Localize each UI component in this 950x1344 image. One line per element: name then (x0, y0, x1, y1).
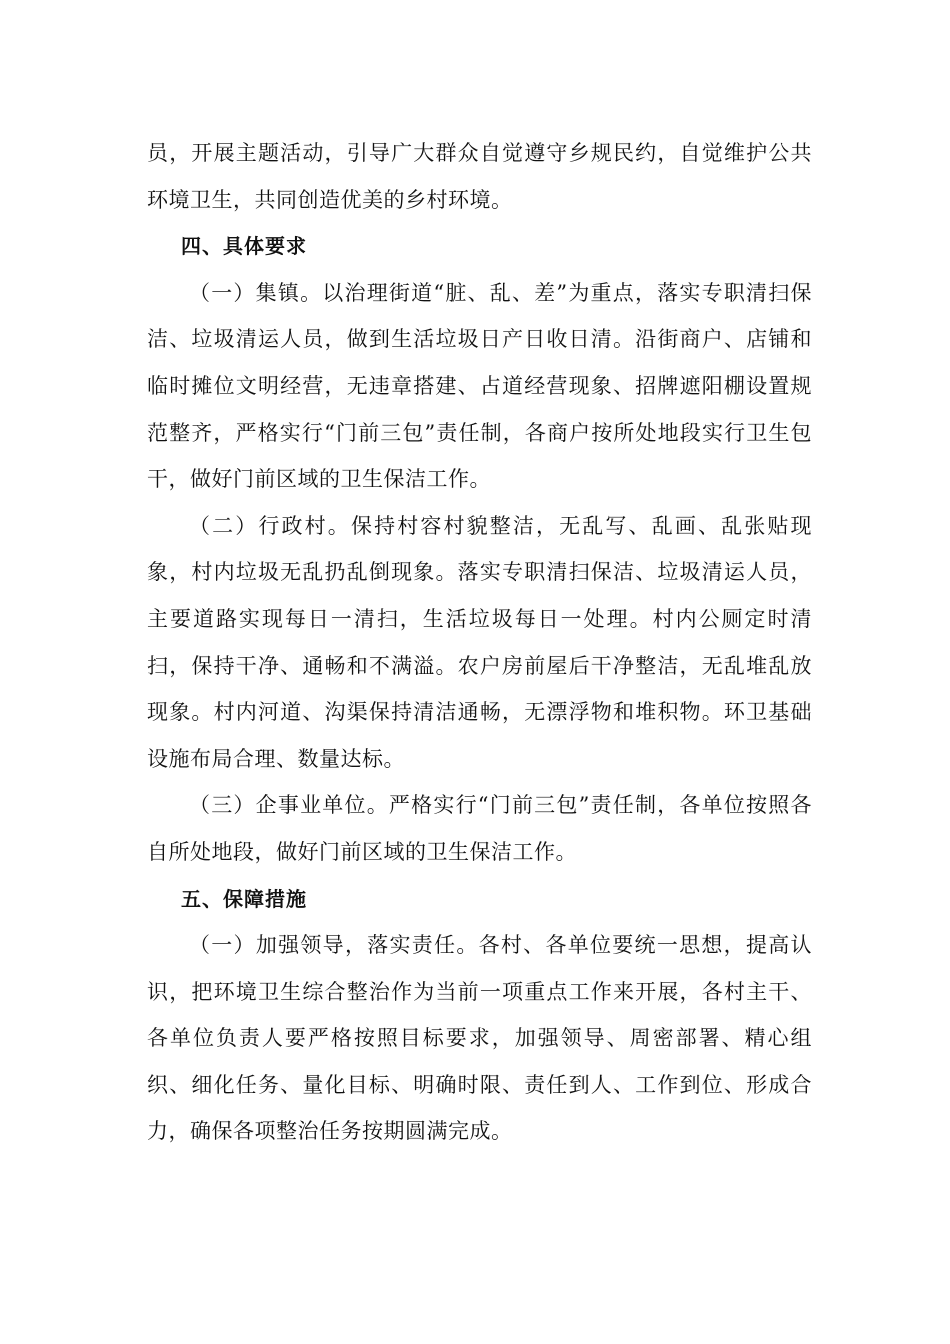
section-heading-safeguards: 五、保障措施 (181, 886, 307, 911)
paragraph-leadership: （一）加强领导，落实责任。各村、各单位要统一思想，提高认识，把环境卫生综合整治作为当前一项重点工作来开展，各村主干、各单位负责人要严格按照目标要求，加强领导、周密部署、精心组织、细化任务、量化目标、明确时限、责任到人、工作到位、形成合力，确保各项整治任务按期圆满完成。 (147, 933, 812, 1144)
paragraph-administrative-village: （二）行政村。保持村容村貌整洁，无乱写、乱画、乱张贴现象，村内垃圾无乱扔乱倒现象。落实专职清扫保洁、垃圾清运人员，主要道路实现每日一清扫，生活垃圾每日一处理。村内公厕定时清扫，保持干净、通畅和不满溢。农户房前屋后干净整洁，无乱堆乱放现象。村内河道、沟渠保持清洁通畅，无漂浮物和堆积物。环卫基础设施布局合理、数量达标。 (147, 513, 812, 771)
section-heading-requirements: 四、具体要求 (181, 234, 307, 259)
paragraph-enterprises: （三）企事业单位。严格实行“门前三包”责任制，各单位按照各自所处地段，做好门前区域的卫生保洁工作。 (147, 793, 812, 864)
paragraph-continued: 员，开展主题活动，引导广大群众自觉遵守乡规民约，自觉维护公共环境卫生，共同创造优美的乡村环境。 (147, 141, 812, 212)
document-body (147, 130, 812, 1155)
paragraph-market-town: （一）集镇。以治理街道“脏、乱、差”为重点，落实专职清扫保洁、垃圾清运人员，做到生活垃圾日产日收日清。沿街商户、店铺和临时摊位文明经营，无违章搭建、占道经营现象、招牌遮阳棚设置规范整齐，严格实行“门前三包”责任制，各商户按所处地段实行卫生包干，做好门前区域的卫生保洁工作。 (147, 280, 812, 492)
